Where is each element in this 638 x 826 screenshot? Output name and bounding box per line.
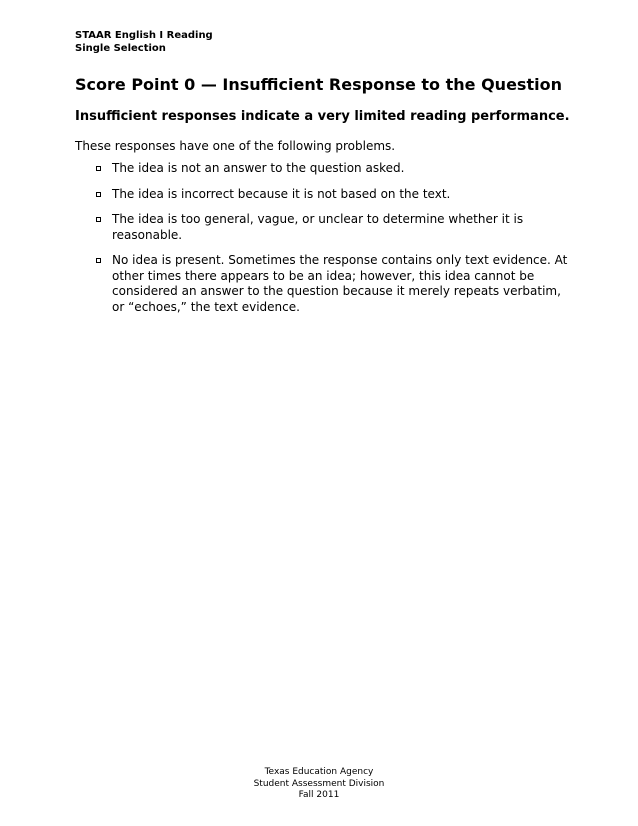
checkbox-bullet-icon [96,166,101,171]
list-item-text: The idea is not an answer to the question asked. [112,161,405,175]
list-item [75,212,575,243]
footer-division: Student Assessment Division [253,778,385,789]
checkbox-bullet-icon [96,192,101,197]
header-course: STAAR English I Reading [75,30,213,41]
list-item [75,187,575,203]
header-selection-type: Single Selection [75,43,166,54]
list-item-text: No idea is present. Sometimes the response contains only text evidence. At other times there appears to be an idea; however, this idea cannot be considered an answer to the question because it merely repeats verbatim, or “echoes,” the text evidence. [112,253,568,314]
footer-agency: Texas Education Agency [264,767,374,777]
list-item-text: The idea is too general, vague, or unclear to determine whether it is reasonable. [112,212,524,242]
page-footer [0,767,638,802]
intro-text: These responses have one of the following problems. [75,139,396,153]
footer-date: Fall 2011 [298,790,340,800]
page-header [75,29,213,55]
list-item [75,253,575,315]
problem-list [75,161,575,315]
page-title: Score Point 0 — Insufficient Response to the Question [75,75,562,94]
checkbox-bullet-icon [96,217,101,222]
section-subtitle: Insufficient responses indicate a very limited reading performance. [75,109,570,124]
list-item-text: The idea is incorrect because it is not based on the text. [112,186,451,201]
checkbox-bullet-icon [96,258,101,263]
list-item [75,161,575,177]
